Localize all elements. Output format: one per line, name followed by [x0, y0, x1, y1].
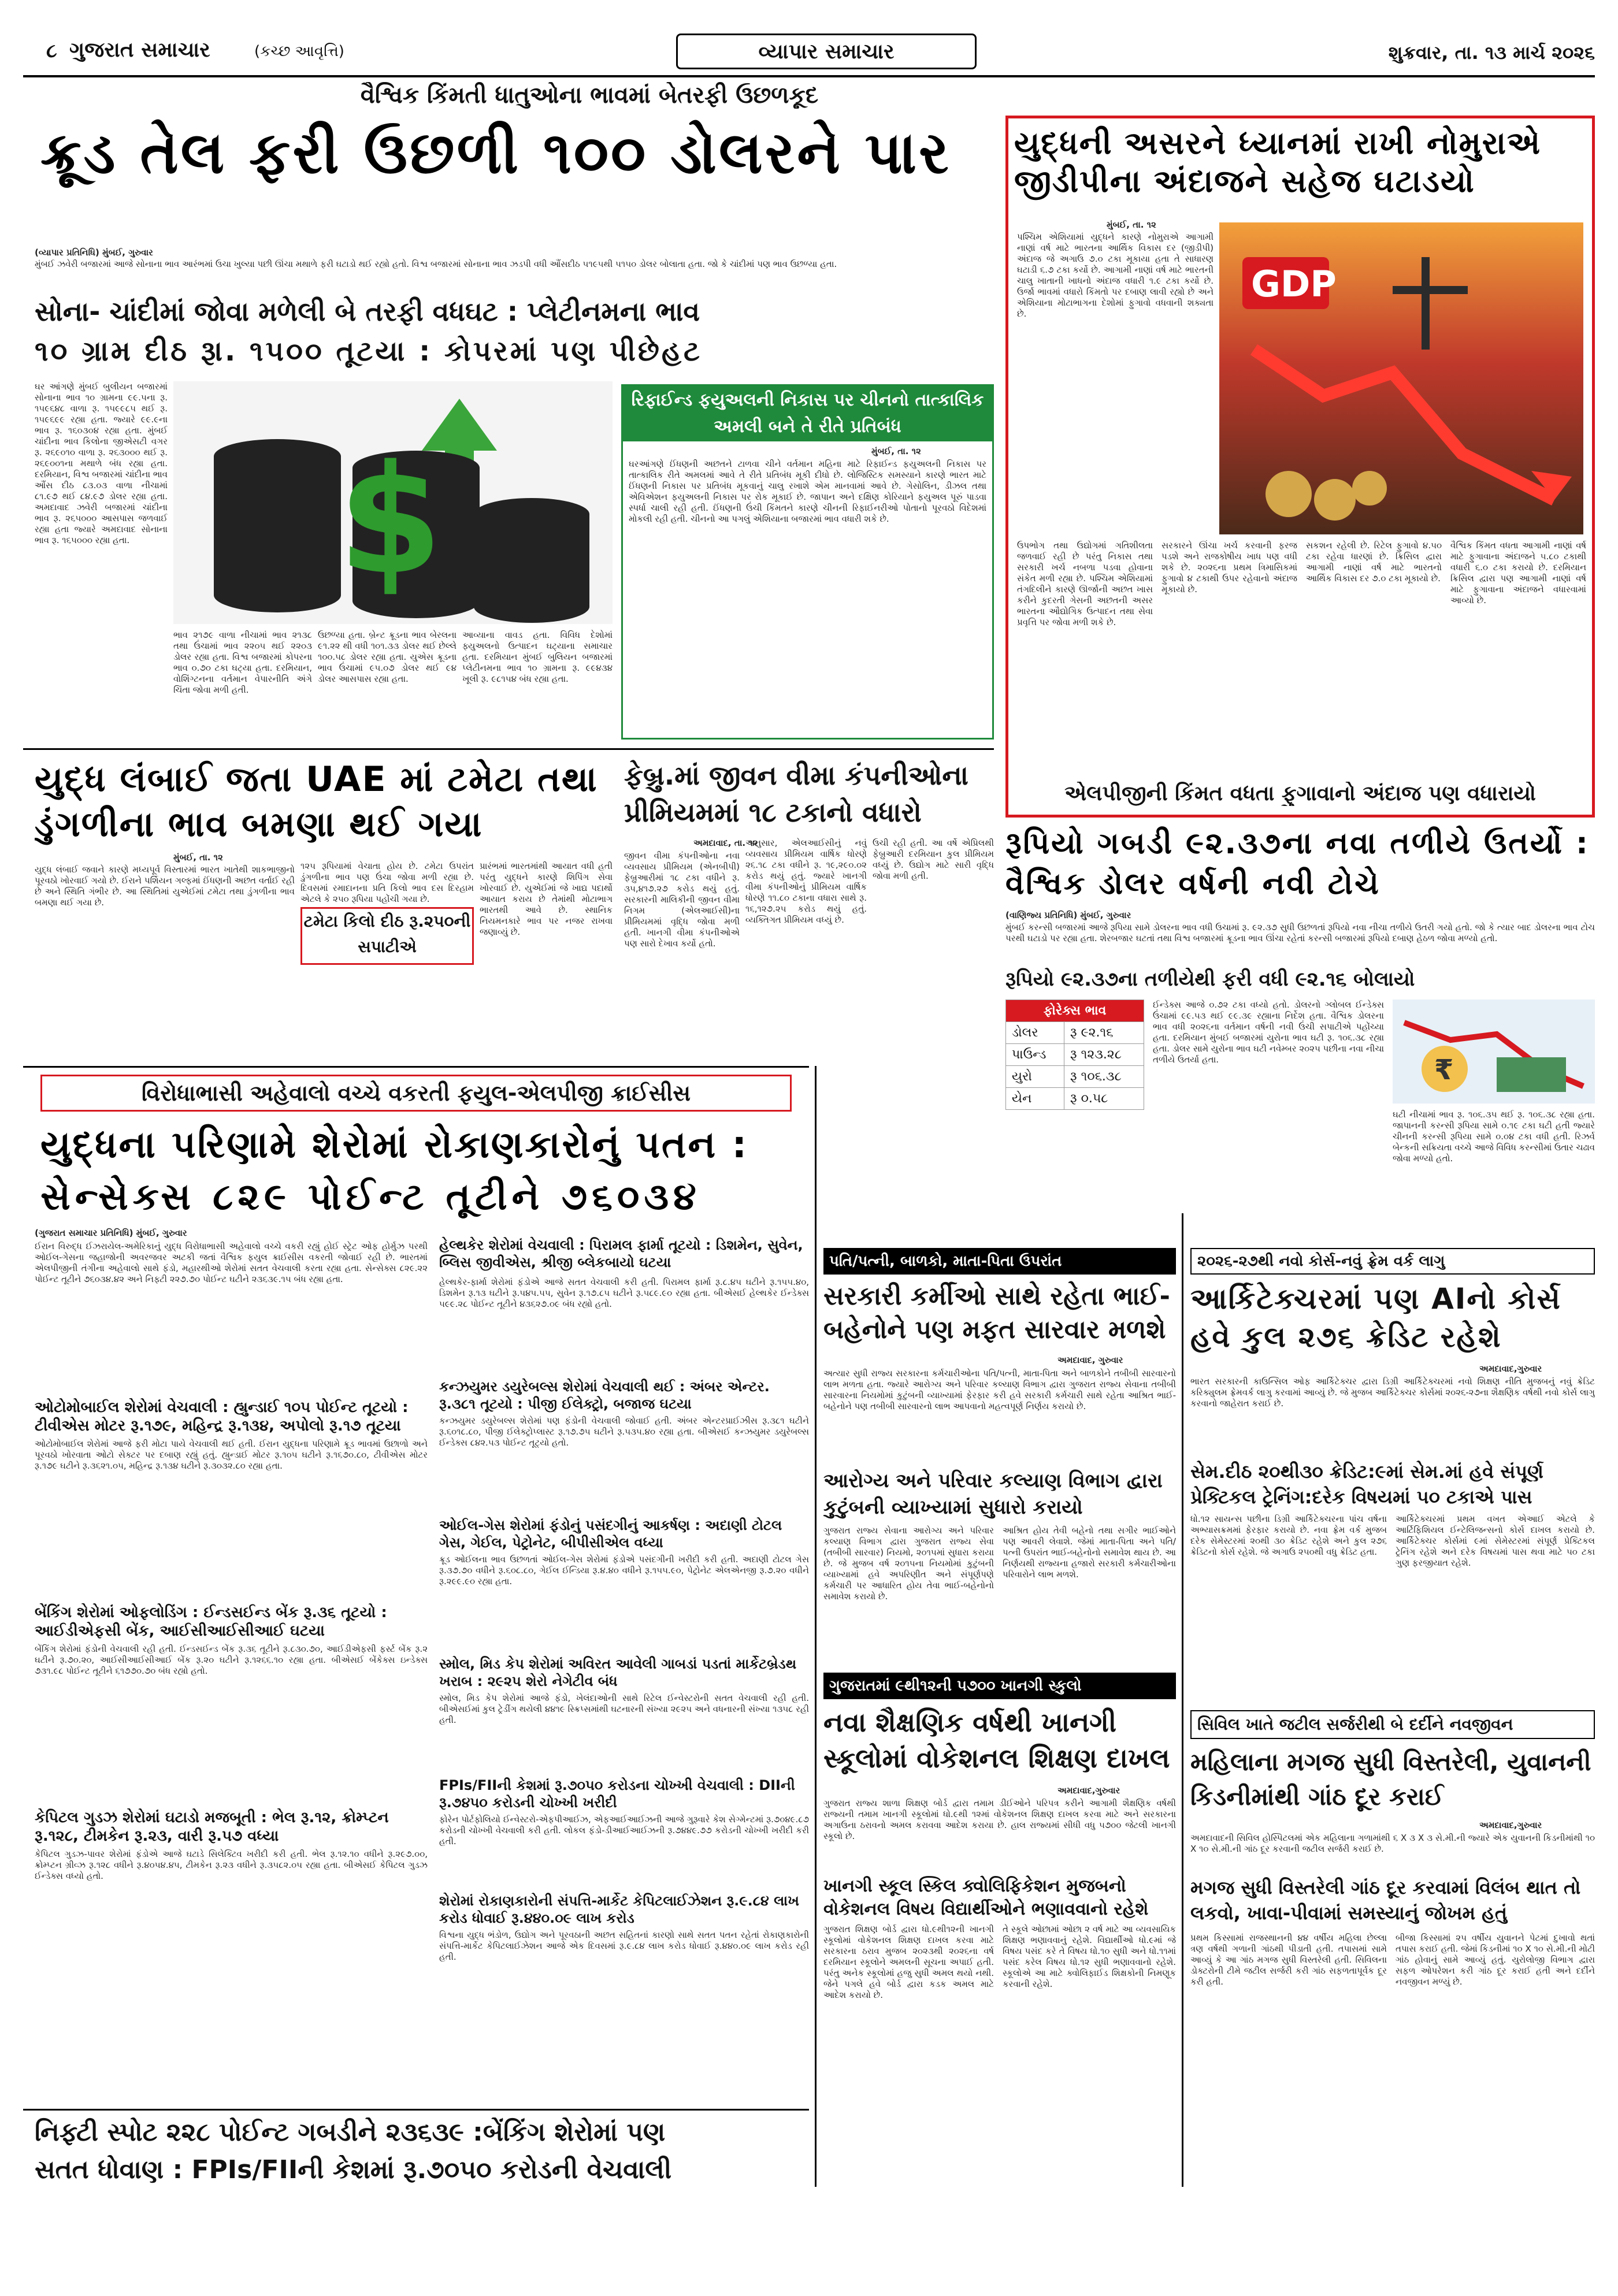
nomura-photo [1219, 222, 1583, 534]
health-subhead: આરોગ્ય અને પરિવાર કલ્યાણ વિભાગ દ્વારા કુટુંબની વ્યાખ્યામાં સુધારો કરાયો [823, 1469, 1163, 1519]
lead-kicker: વૈશ્વિક કિંમતી ધાતુઓના ભાવમાં બેતરફી ઉછળકૂદ [360, 82, 819, 109]
markets-col-1d: કેપિટલ ગુડઝ-પાવર શેરોમાં ફંડોએ આજે ઘટાડે સિલેક્ટિવ ખરીદી કરી હતી. ભેલ રૂ.૧૨.૧૦ વધીને રૂ.૨૯૭.૦૦, ક્રોમ્પ્ટન ગ્રીવ્ઝ રૂ.૧૨૮ વધીને રૂ.૪૦૫૪.૪૫, ટીમકેન રૂ.૨૩ વધીને રૂ.૩૫૮૨.૦૫ રહ્યા હતા. બીએસઈ કેપિટલ ગુડઝ ઈન્ડેક્સ વધ્યો હતો. [35, 1849, 428, 1881]
markets-headline-1: યુદ્ધના પરિણામે શેરોમાં રોકાણકારોનું પતન : [40, 1124, 749, 1166]
arch-col-1: ધો.૧૨ સાયન્સ પછીના ડિગ્રી આર્કિટેક્ચરના પાંચ વર્ષના અભ્યાસક્રમમાં ફેરફાર કરાયો છે. નવા ફ્રેમ વર્ક મુજબ દરેક સેમેસ્ટરમાં ૨૦થી ૩૦ ક્રેડિટ રહેશે અને કુલ ૨૭૬ ક્રેડિટનો કોર્સ રહેશે. જે અગાઉ ૨૫૦થી વધુ ક્રેડિટ હતા. [1190, 1514, 1387, 1557]
uae-text: યુદ્ધ લંબાઈ જવાને કારણે મધ્યપૂર્વ વિસ્તારમાં ભારત ખાતેથી શાકભાજીનો પૂરવઠો ખોરવાઈ ગયો છે. ઈરાને પર્શિયન ગલ્ફમાં ઈંધણની અછત વર્તાઈ રહી છે અને સ્થિતિ ગંભીર છે. આ સ્થિતિમાં યુએઈમાં ટમેટા તથા ડુંગળીના ભાવ બમણા થઈ ગયા છે. [35, 864, 295, 908]
insurance-text-3: ઉંચી રહી હતી. આ વર્ષે એપ્રિલથી ફેબ્રુઆરી દરમિયાન કુલ પ્રીમિયમ વધ્યું છે. ઉદ્યોગ માટે સારી વૃદ્ધિ જોવા મળી હતી. [873, 838, 994, 881]
markets-footer-2: સતત ધોવાણ : FPIs/FIIની કેશમાં રૂ.૭૦૫૦ કરોડની વેચવાલી [35, 2155, 672, 2184]
markets-col-2f: વિશ્વના યુદ્ધ ભંડોળ, ઉદ્યોગ અને પૂરવઠાની અછત સહિતનાં કારણો સાથે સતત પતન રહેતાં રોકાણકારોની સંપત્તિ-માર્કેટ કેપિટલાઈઝેશન આજે એક દિવસમાં રૂ.૯.૮૪ લાખ કરોડ ધોવાઈ રૂ.૪૪૦.૦૯ લાખ કરોડ રહી હતી. [439, 1930, 809, 1962]
markets-col2-sub-3: ઓઈલ-ગેસ શેરોમાં ફંડોનું પસંદગીનું આકર્ષણ : અદાણી ટોટલ ગેસ, ગેઈલ, પેટ્રોનેટ, બીપીસીએલ વધ્યા [439, 1517, 782, 1551]
school-headline: નવા શૈક્ષણિક વર્ષથી ખાનગી સ્કૂલોમાં વોકેશનલ શિક્ષણ દાખલ [823, 1707, 1170, 1774]
markets-col-2d: સ્મોલ, મિડ કેપ શેરોમાં આજે ફંડો, ખેલંદાઓની સાથે રિટેલ ઈન્વેસ્ટરોની સતત વેચવાલી રહી હતી. બીએસઈમાં કુલ ટ્રેડીંગ થયેલી ૪૪૧૯ સ્ક્રિપ્સમાંથી ઘટનારની સંખ્યા ૨૯૨૫ અને વધનારની સંખ્યા ૧૩૫૮ રહી હતી. [439, 1693, 809, 1725]
lead-headline: ક્રૂડ તેલ ફરી ઉછળી ૧૦૦ ડોલરને પાર [40, 119, 951, 187]
civil-subhead: મગજ સુધી વિસ્તરેલી ગાંઠ દૂર કરવામાં વિલંબ થાત તો લકવો, ખાવા-પીવામાં સમસ્યાનું જોખમ હતું [1190, 1877, 1581, 1924]
markets-col-2b: કન્ઝયુમર ડયુરેબલ્સ શેરોમાં પણ ફંડોની વેચવાલી જોવાઈ હતી. અંબર એન્ટરપ્રાઈઝીસ રૂ.૩૮૧ ઘટીને રૂ.૬૦૧૮.૮૦, પીજી ઈલેક્ટ્રોપ્લાસ્ટ રૂ.૧૭.૭૫ ઘટીને રૂ.૫૩૫.૪૦ રહ્યા હતા. બીએસઈ કન્ઝયુમર ડયુરેબલ્સ ઈન્ડેક્સ ૮૪૨.૫૩ પોઈન્ટ તૂટ્યો હતો. [439, 1416, 809, 1448]
nomura-col-a: ઉપભોગ તથા ઉદ્યોગમાં ગતિશીલતા જળવાઈ રહી છે પરંતુ નિકાસ તથા સરકારી ખર્ચ નબળા પડવા હોવાના સંકેત મળી રહ્યા છે. પશ્ચિમ એશિયામાં તંગદિલીને કારણે ઊર્જાની અછત ખાસ કરીને કુદરતી ગેસની અછતની અસર ભારતના ઔદ્યોગિક ઉત્પાદન તથા સેવા પ્રવૃત્તિ પર જોવા મળી શકે છે. [1017, 540, 1153, 627]
rupee-col-0 [1005, 1098, 1144, 1208]
forex-table [1005, 1000, 1144, 1110]
refined-dateline: મુંબઈ, તા. ૧૨ [871, 446, 921, 456]
uae-callout [300, 907, 474, 965]
health-col-2: આશ્રિત હોય તેવી બહેનો તથા સગીર ભાઈઓને પણ આવરી લેવાશે. જેમાં માતા-પિતા અને પતિ/પત્ની ઉપરાંત ભાઈ-બહેનોનો સમાવેશ થાય છે. આ નિર્ણયથી રાજ્યના હજારો સરકારી કર્મચારીઓના પરિવારોને લાભ મળશે. [1003, 1525, 1176, 1580]
arch-tag-text: ૨૦૨૬-૨૭થી નવો કોર્સ-નવું ફ્રેમ વર્ક લાગુ [1197, 1253, 1445, 1270]
school-tag-text: ગુજરાતમાં ૯થી૧૨ની ૫૭૦૦ ખાનગી સ્કુલો [829, 1677, 1082, 1695]
arch-text: ભારત સરકારની કાઉન્સિલ ઓફ આર્કિટેક્ચર દ્વારા ડિગ્રી આર્કિટેક્ચરમાં નવો શિક્ષણ નીતિ મુજબનું નવું ક્રેડિટ કરિક્યુલમ ફ્રેમવર્ક લાગુ કરવામાં આવ્યું છે. જે મુજબ આર્કિટેક્ચર કોર્સમાં ૨૦૨૬-૨૭ના શૈક્ષણિક વર્ષથી નવો કોર્સ લાગુ કરવાનો જાહેરાત કરાઈ છે. [1190, 1376, 1595, 1409]
section-banner [676, 34, 977, 69]
civil-tag [1190, 1710, 1595, 1739]
rupee-icon [1393, 1000, 1595, 1104]
lead-col-2: ભાવ ૨૧૭૯ વાળા નીચામાં ભાવ ૨૧૩૮ તથા ઉંચામાં ભાવ ૨૨૦૫ થઈ ૨૨૦૩ ડોલર રહ્યા હતા. વિશ્વ બજારમાં કોપરના ભાવ ૦.૭૦ ટકા ઘટ્યા હતા. દરમિયાન, વોશિંગ્ટનના વર્તમાન વેપારનીતિ અંગે ચિંતા જોવા મળી હતી. [173, 630, 312, 695]
civil-col-1: પ્રથમ કિસ્સામાં રાજસ્થાનની ૪૪ વર્ષીય મહિલા છેલ્લા ત્રણ વર્ષથી ગળાની ગાંઠથી પીડાતી હતી. તપાસમાં સામે આવ્યું કે આ ગાંઠ મગજ સુધી વિસ્તરેલી હતી. સિવિલના ડોક્ટરોની ટીમે જટીલ સર્જરી કરી ગાંઠ સફળતાપૂર્વક દૂર કરી હતી. [1190, 1933, 1387, 1987]
nomura-box [1005, 116, 1595, 818]
gdp-label: GDP [1251, 263, 1337, 305]
lead-col-3: ઉછળ્યા હતા. બ્રેન્ટ ક્રૂડના ભાવ બેરલના ૯૧.૨૨ થી વધી ૧૦૧.૩૩ ડોલર થઈ છેલ્લે ૧૦૦.૫૮ ડોલર રહ્યા હતા. યુએસ ક્રૂડના ભાવ ઉંચામાં ૯૫.૦૭ ડોલર થઈ ૯૪ ડોલર આસપાસ રહ્યા હતા. [318, 630, 457, 684]
nomura-footer: એલપીજીની કિંમત વધતા ફુગાવાનો અંદાજ પણ વધારાયો [1064, 782, 1536, 805]
health-col-1: ગુજરાત રાજ્ય સેવાના આરોગ્ય અને પરિવાર કલ્યાણ વિભાગ દ્વારા ગુજરાત રાજ્ય સેવા (તબીબી સારવાર) નિયમો, ૨૦૧૫માં સુધારા કરાયા છે. જે મુજબ વર્ષ ૨૦૧૫ના નિયમોમાં કુટુંબની વ્યાખ્યામાં હવે અપરિણીત અને સંપૂર્ણપણે કર્મચારી પર આધારિત હોય તેવા ભાઈ-બહેનોનો સમાવેશ કરાયો છે. [823, 1525, 994, 1602]
school-text: ગુજરાત રાજ્ય શાળા શિક્ષણ બોર્ડ દ્વારા તમામ ડીઈઓને પરિપત્ર કરીને આગામી શૈક્ષણિક વર્ષથી રાજ્યની તમામ ખાનગી સ્કૂલોમાં ધો.૯થી ૧૨માં વોકેશનલ શિક્ષણ દાખલ કરવા માટે અને સરકારના અગાઉના ઠરાવનો અમલ કરાવવા આદેશ કરાયા છે. હાલ રાજ્યમાં સીધી વધુ ૫૭૦૦ જેટલી ખાનગી સ્કૂલો છે. [823, 1798, 1176, 1841]
school-col-2: તે સ્કૂલે ઓછામાં ઓછા ૨ વર્ષ માટે આ વ્યવસાયિક શિક્ષણ ભણાવવાનું રહેશે. વિદ્યાર્થીઓ ધો.૯માં જે વિષય પસંદ કરે તે વિષય ધો.૧૦ સુધી અને ધો.૧૧માં પસંદ કરેલ વિષય ધો.૧૨ સુધી ભણાવવાનો રહેશે. સ્કૂલોએ આ માટે ક્વોલિફાઈડ શિક્ષકોની નિમણૂક કરવાની રહેશે. [1003, 1924, 1176, 1989]
civil-text: અમદાવાદની સિવિલ હોસ્પિટલમાં એક મહિલાના ગળામાંથી ૬ X ૩ X ૩ સે.મી.ની જ્યારે એક યુવાનની કિડનીમાંથી ૧૦ X ૧૦ સે.મી.ની ગાંઠ દૂર કરવાની જટીલ સર્જરી કરાઈ છે. [1190, 1833, 1595, 1854]
rule-markets [23, 1066, 809, 1068]
markets-sub-3: કેપિટલ ગુડઝ શેરોમાં ઘટાડો મજબૂતી : ભેલ રૂ.૧૨, ક્રોમ્પ્ટન રૂ.૧૨૮, ટીમકેન રૂ.૨૩, વારી રૂ.૫૭ વધ્યા [35, 1809, 389, 1845]
rupee-dateline: (વાણિજ્ય પ્રતિનિધિ) મુંબઈ, ગુરુવાર [1005, 910, 1131, 920]
markets-col2-sub-4: સ્મોલ, મિડ કેપ શેરોમાં અવિરત આવેલી ગાબડાં પડતાં માર્કેટબ્રેડથ ખરાબ : ૨૯૨૫ શેરો નેગેટીવ બંધ [439, 1656, 797, 1689]
oil-barrel-graphic [173, 381, 613, 624]
forex-row: યેન રૂ ૦.૫૮ [1006, 1088, 1144, 1110]
col-divider [815, 1066, 817, 2187]
civil-dateline: અમદાવાદ,ગુરુવાર [1479, 1820, 1542, 1830]
health-text: અત્યાર સુધી રાજ્ય સરકારના કર્મચારીઓના પતિ/પત્ની, માતા-પિતા અને બાળકોને તબીબી સારવારનો લાભ મળતા હતા. જ્યારે આરોગ્ય અને પરિવાર કલ્યાણ વિભાગ દ્વારા ગુજરાત રાજ્ય સેવાના તબીબી સારવારના નિયમોમાં કુટુંબની વ્યાખ્યામાં ફેરફાર કરી હવે સરકારી કર્મચારી સાથે રહેતા આશ્રિત ભાઈ-બહેનોને પણ તબીબી સારવારનો લાભ આપવાનો મહત્વપૂર્ણ નિર્ણય કરાયો છે. [823, 1368, 1176, 1411]
insurance-text: જીવન વીમા કંપનીઓના નવા વ્યવસાય પ્રીમિયમ (એનબીપી) ફેબ્રુઆરીમાં ૧૮ ટકા વધીને રૂ. ૩૫,૪૧૭.૨૭ કરોડ થયું હતું. સરકારની માલિકીની જીવન વીમા નિગમ (એલઆઈસી)ના પ્રીમિયમમાં વૃદ્ધિ જોવા મળી હતી. ખાનગી વીમા કંપનીઓએ પણ સારો દેખાવ કર્યો હતો. [624, 850, 740, 949]
school-dateline: અમદાવાદ,ગુરુવાર [1057, 1785, 1120, 1796]
health-tag-text: પતિ/પત્ની, બાળકો, માતા-પિતા ઉપરાંત [829, 1253, 1062, 1270]
page-number: ૮ [46, 39, 57, 62]
arch-dateline: અમદાવાદ,ગુરુવાર [1479, 1364, 1542, 1374]
refined-header: રિફાઈન્ડ ફયુઅલની નિકાસ પર ચીનનો તાત્કાલિક અમલી બને તે રીતે પ્રતિબંધ [623, 386, 992, 441]
rule-uae [23, 748, 994, 750]
rupee-intro: મુંબઈ કરન્સી બજારમાં આજે રૂપિયા સામે ડોલરના ભાવ વધી ઉંચામાં રૂ. ૯૨.૩૭ સુધી ઉછળતાં રૂપિયો નવા નીચા તળીયે ઉતરી ગયો હતો. જો કે ત્યાર બાદ ડોલરના ભાવ ટોચ પરથી ઘટાડો પર રહ્યા હતા. શેરબજાર ઘટતાં તથા વિશ્વ બજારમાં ક્રૂડના ભાવ ઊંચા રહેતાં કરન્સી બજારમાં રૂપિયો દબાણ હેઠળ જોવા મળ્યો હતો. [1005, 922, 1595, 943]
uae-text-2: ૧૨૫ રૂપિયામાં વેચાતા હોય છે. ટમેટા ઉપરાંત ડુંગળીના ભાવ પણ ઉંચા જોવા મળી રહ્યા છે. દિવસમાં રમાદાનના પ્રતિ કિલો ભાવ દસ દિરહામ એટલે કે ૨૫૦ રૂપિયા પહોંચી ગયા છે. [300, 861, 474, 904]
insurance-dateline: અમદાવાદ, તા. ૧૨ [693, 838, 758, 848]
markets-col-1c: બેંકિંગ શેરોમાં ફંડોની વેચવાલી રહી હતી. ઈન્ડસઈન્ડ બેંક રૂ.૩૬ તૂટીને રૂ.૮૩૦.૭૦, આઈડીએફસી ફર્સ્ટ બેંક રૂ.૨ ઘટીને રૂ.૭૦.૨૦, આઈસીઆઈસીઆઈ બેંક રૂ.૨૦ ઘટીને રૂ.૧૨૬૬.૧૦ રહ્યા હતા. બીએસઈ બેંકેક્સ ઇન્ડેક્સ ૭૩૧.૯૮ પોઈન્ટ તૂટીને ૬૧૭૭૦.૭૦ બંધ રહ્યો હતો. [35, 1644, 428, 1676]
markets-col2-sub-6: શેરોમાં રોકાણકારોની સંપત્તિ-માર્કેટ કેપિટલાઈઝેશન રૂ.૯.૮૪ લાખ કરોડ ધોવાઈ રૂ.૪૪૦.૦૯ લાખ કરોડ [439, 1893, 799, 1926]
civil-tag-text: સિવિલ ખાતે જટીલ સર્જરીથી બે દર્દીને નવજીવન [1197, 1715, 1513, 1734]
lead-intro: મુંબઈ ઝવેરી બજારમાં આજે સોનાના ભાવ આરંભમાં ઉંચા ખુલ્યા પછી ઊંચા મથાળે ફરી ઘટાડો થઈ રહ્યો હતો. વિશ્વ બજારમાં સોનાના ભાવ ઝડપી વધી ઔંસદીઠ ૫૧૯૫થી ૫૧૫૦ ડોલર બોલાતા હતા. જો કે ચાંદીમાં પણ ભાવ ઉછળ્યા હતા. [35, 259, 837, 269]
markets-col2-sub-1: હેલ્થકેર શેરોમાં વેચવાલી : પિરામલ ફાર્મા તૂટયો : ડિશમેન, સુવેન, બ્લિસ જીવીએસ, શ્રીજી બ્લેકબાયો ઘટયા [439, 1237, 803, 1270]
rule-markets-footer [23, 2109, 809, 2111]
insurance-headline: ફેબ્રુ.માં જીવન વીમા કંપનીઓના પ્રીમિયમમાં ૧૮ ટકાનો વધારો [624, 760, 968, 828]
nomura-col-c: સકશન રહેલી છે. રિટેલ ફુગાવો ૪.૫૦ ટકા રહેવા ધારણાં છે. ક્રિસિલ દ્વારા આગામી નાણાં વર્ષ માટે ભારતનો આર્થિક વિકાસ દર ૭.૦ ટકા મૂકાયો છે. [1306, 540, 1442, 584]
forex-row: યુરો રૂ ૧૦૬.૩૮ [1006, 1066, 1144, 1088]
nomura-col-d: વૈશ્વિક કિંમત વધતા આગામી નાણાં વર્ષ માટે ફુગાવાના અંદાજને ૫.૮૦ ટકાથી વધારી ૬.૦ ટકા કરાયો છે. દરમિયાન ક્રિસિલ દ્વારા પણ આગામી નાણાં વર્ષ માટે ફુગાવાના અંદાજને વધારવામાં આવ્યો છે. [1450, 540, 1586, 605]
civil-col-2: બીજા કિસ્સામાં ૨૫ વર્ષીય યુવાનને પેટમાં દુખાવો થતાં તપાસ કરાઈ હતી. જેમાં કિડનીમાં ૧૦ X ૧૦ સે.મી.ની મોટી ગાંઠ હોવાનું સામે આવ્યું હતું. યુરોલોજી વિભાગ દ્વારા સફળ ઓપરેશન કરી ગાંઠ દૂર કરાઈ હતી અને દર્દીને નવજીવન મળ્યું છે. [1396, 1933, 1595, 1987]
uae-callout-text: ટમેટા કિલો દીઠ રૂ.૨૫૦ની સપાટીએ [303, 912, 471, 956]
markets-kicker [40, 1075, 792, 1112]
refined-text: ઘરઆંગણે ઈંધણની અછતને ટાળવા ચીને વર્તમાન મહિના માટે રિફાઈન્ડ ફયુઅલની નિકાસ પર તાત્કાલિક રીતે અમલમાં આવે તે રીતે પ્રતિબંધ મૂકી દીધો છે. લોજિસ્ટિક સમસ્યાને કારણે ભારત માટે ઈંધણની નિકાસ પર પ્રતિબંધ મૂકવાનું ચાલુ રખાશે એમ માનવામાં આવે છે. ગેસોલિન, ડીઝલ તથા એવિએશન ફયુઅલની નિકાસ પર રોક મૂકાઈ છે. જાપાન અને દક્ષિણ કોરિયાને ફયુઅલ પૂરું પાડવા સ્પર્ધા ચાલી રહી હતી. ઈંધણની ઉંચી કિંમતને કારણે ચીનની રિફાઈનરીઓ પોતાનો પૂરવઠો વિદેશમાં મોકલી રહી હતી. ચીનનો આ પગલું એશિયાના બજારમાં ભાવ વધારી શકે છે. [629, 459, 986, 524]
lead-dateline: (વ્યાપાર પ્રતિનિધિ) મુંબઈ, ગુરુવાર [35, 247, 153, 258]
markets-col-2a: હેલ્થકેર-ફાર્મા શેરોમાં ફંડોએ આજે સતત વેચવાલી કરી હતી. પિરામલ ફાર્મા રૂ.૮.૪૫ ઘટીને રૂ.૧૫૫.૪૦, ડિશમેન રૂ.૧૩ ઘટીને રૂ.૫૪૫.૫૫, સુવેન રૂ.૧૭.૮૫ ઘટીને રૂ.૫૮૯.૯૦ રહ્યા હતા. બીએસઈ હેલ્થકેર ઈન્ડેક્સ ૫૯૯.૨૮ પોઈન્ટ તૂટીને ૪૩૬૨૭.૦૯ બંધ રહ્યો હતો. [439, 1277, 809, 1309]
lead-subhead-1: સોના- ચાંદીમાં જોવા મળેલી બે તરફી વધઘટ : પ્લેટીનમના ભાવ [35, 296, 700, 327]
markets-col-1a: ઈરાન વિરુદ્ધ ઈઝરાયેલ-અમેરિકાનું યુદ્ધ વિરોધાભાસી અહેવાલો વચ્ચે વકરી રહ્યું હોઈ સ્ટ્રેટ ઓફ હોર્મુઝ પરથી ઓઈલ-ગેસના જહાજોની અવરજવર અટકી જતાં વૈશ્વિક ફયુલ ક્રાઈસીસ વકરતી જોવાઈ રહી છે. ભારતમાં એલપીજીની તંગીના અહેવાલો સાથે ફંડો, મહારથીઓ શેરોમાં સતત વેચવાલી કરતા રહ્યા હતા. સેન્સેક્સ ૮૨૯.૨૨ પોઈન્ટ તૂટીને ૭૬૦૩૪.૪૨ અને નિફ્ટી ૨૨૭.૭૦ પોઈન્ટ ઘટીને ૨૩૬૩૯.૧૫ બંધ રહ્યા હતા. [35, 1241, 428, 1284]
arch-tag [1190, 1248, 1595, 1275]
markets-col-2e: ફોરેન પોર્ટફોલિયો ઈન્વેસ્ટરો-એફપીઆઈઝ, એફઆઈઆઈઝની આજે ગુરૂવારે કેશ સેગ્મેન્ટમાં રૂ.૭૦૪૯.૮૭ કરોડની ચોખ્ખી વેચવાલી કરી હતી. લોકલ ફંડો-ડીઆઈઆઈઝની રૂ.૭૪૪૯.૭૭ કરોડની ચોખ્ખી ખરીદી કરી હતી. [439, 1814, 809, 1847]
nomura-dateline: મુંબઈ, તા. ૧૨ [1107, 220, 1156, 230]
markets-sub-2: બેંકિંગ શેરોમાં ઓફલોડિંગ : ઈન્ડસઈન્ડ બેંક રૂ.૩૬ તૂટયો : આઈડીએફસી બેંક, આઈસીઆઈસીઆઈ ઘટયા [35, 1604, 387, 1640]
markets-col-2c: ક્રૂડ ઓઈલના ભાવ ઉછળતાં ઓઈલ-ગેસ શેરોમાં ફંડોએ પસંદગીની ખરીદી કરી હતી. અદાણી ટોટલ ગેસ રૂ.૩૭.૭૦ વધીને રૂ.૬૦૮.૮૦, ગેઈલ ઈન્ડિયા રૂ.૪.૪૦ વધીને રૂ.૧૫૫.૯૦, પેટ્રોનેટ એલએનજી રૂ.૭.૨૦ વધીને રૂ.૨૯૯.૯૦ રહ્યા હતા. [439, 1554, 809, 1587]
section-title: વ્યાપાર સમાચાર [758, 40, 895, 64]
health-headline: સરકારી કર્મીઓ સાથે રહેતા ભાઈ-બહેનોને પણ મફત સારવાર મળશે [823, 1281, 1170, 1344]
edition-label: (કચ્છ આવૃત્તિ) [254, 43, 344, 60]
health-dateline: અમદાવાદ, ગુરુવાર [1057, 1355, 1123, 1365]
markets-headline-2: સેન્સેક્સ ૮૨૯ પોઈન્ટ તૂટીને ૭૬૦૩૪ [40, 1176, 701, 1218]
masthead [23, 34, 1595, 74]
markets-col2-sub-2: કન્ઝયુમર ડયુરેબલ્સ શેરોમાં વેચવાલી થઈ : અંબર એન્ટર. રૂ.૩૮૧ તૂટયો : પીજી ઈલેક્ટ્રો, બજાજ ઘટયા [439, 1379, 770, 1412]
rupee-graphic [1393, 1000, 1595, 1104]
markets-col-1b: ઓટોમોબાઈલ શેરોમાં આજે ફરી મોટા પાયે વેચવાલી થઈ હતી. ઈરાન યુદ્ધના પરિણામે ક્રૂડ ભાવમાં ઉછાળો અને પૂરવઠો ખોરવાતા ઓટો સેક્ટર પર દબાણ રહ્યું હતું. હ્યુન્ડાઈ મોટર રૂ.૧૦૫ ઘટીને રૂ.૧૬૭૦.૮૦, ટીવીએસ મોટર રૂ.૧૭૯ ઘટીને રૂ.૩૬૨૧.૦૫, મહિન્દ્ર રૂ.૧૩૪ ઘટીને રૂ.૩૦૩૨.૮૦ રહ્યા હતા. [35, 1439, 428, 1471]
nomura-text: પશ્ચિમ એશિયામાં યુદ્ધને કારણે નોમુરાએ આગામી નાણાં વર્ષ માટે ભારતના આર્થિક વિકાસ દર (જીડીપી) અંદાજ જે અગાઉ ૭.૦ ટકા મૂકાયા હતા તે સાધારણ ઘટાડી ૬.૭ ટકા કર્યો છે. આગામી નાણાં વર્ષ માટે ભારતની ચાલુ ખાતાની ખાધનો અંદાજ વધારી ૧.૯ ટકા કર્યો છે. ઉર્જા ભાવમાં વધારો કિંમતો પર દબાણ લાવી રહ્યો છે અને એશિયાના મોટાભાગના દેશોમાં ફુગાવો વધવાની શક્યતા છે. [1017, 232, 1214, 319]
uae-headline: યુદ્ધ લંબાઈ જતા UAE માં ટમેટા તથા ડુંગળીના ભાવ બમણા થઈ ગયા [35, 759, 598, 845]
rupee-headline: રૂપિયો ગબડી ૯૨.૩૭ના નવા તળીયે ઉતર્યો : વૈશ્વિક ડોલર વર્ષની નવી ટોચે [1005, 826, 1590, 901]
rupee-subhead: રૂપિયો ૯૨.૩૭ના તળીયેથી ફરી વધી ૯૨.૧૬ બોલાયો [1005, 968, 1415, 991]
issue-date: શુક્રવાર, તા. ૧૩ માર્ચ ૨૦૨૬ [1388, 42, 1595, 64]
paper-name: ગુજરાત સમાચાર [69, 38, 210, 62]
lead-col-4: આવ્યાના વાવડ હતા. વિવિધ દેશોમાં ફ્યુઅલનો ઉત્પાદન ઘટ્યાના સમાચાર હતા. દરમિયાન મુંબઈ બુલિયન બજારમાં પ્લેટીનમના ભાવ ૧૦ ગ્રામના રૂ. ૯૯૪૩૪ ખૂલી રૂ. ૯૮૧૫૪ બંધ રહ્યા હતા. [462, 630, 613, 684]
oil-barrel-icon [173, 381, 613, 624]
insurance-text-2: અનુસાર, એલઆઈસીનું નવું વ્યવસાય પ્રીમિયમ વાર્ષિક ધોરણે ૨૬.૧૮ ટકા વધીને રૂ. ૧૯,૨૯૦.૦૨ કરોડ થયું હતું. જ્યારે ખાનગી વીમા કંપનીઓનું પ્રીમિયમ વાર્ષિક ધોરણે ૧૧.૮૦ ટકાના વધારા સાથે રૂ. ૧૬,૧૨૭.૨૫ કરોડ થયું હતું. વ્યક્તિગત પ્રીમિયમ વધ્યું છે. [745, 838, 867, 925]
masthead-rule [23, 75, 1595, 77]
school-tag [823, 1673, 1176, 1699]
arch-headline: આર્કિટેક્ચરમાં પણ AIનો કોર્સ હવે કુલ ૨૭૬ ક્રેડિટ રહેશે [1190, 1282, 1561, 1354]
markets-footer-1: નિફ્ટી સ્પોટ ૨૨૮ પોઈન્ટ ગબડીને ૨૩૬૩૯ :બેંકિંગ શેરોમાં પણ [35, 2117, 666, 2147]
uae-dateline: મુંબઈ, તા. ૧૨ [173, 852, 223, 863]
markets-sub-1: ઓટોમોબાઈલ શેરોમાં વેચવાલી : હ્યુન્ડાઈ ૧૦૫ પોઈન્ટ તૂટયો : ટીવીએસ મોટર રૂ.૧૭૯, મહિન્દ્ર રૂ.૧૩૪, અપોલો રૂ.૧૭ તૂટયા [35, 1399, 409, 1435]
school-subhead: ખાનગી સ્કૂલ સ્કિલ ક્વોલિફિકેશન મુજબનો વોકેશનલ વિષય વિદ્યાર્થીઓને ભણાવવાનો રહેશે [823, 1876, 1149, 1919]
rupee-col-1: ઈન્ડેક્સ આજે ૦.૭૨ ટકા વધ્યો હતો. ડોલરનો ગ્લોબલ ઈન્ડેક્સ ઉંચામાં ૯૯.૫૩ થઈ ૯૯.૩૯ રહ્યાના નિર્દેશ હતા. વૈશ્વિક ડોલરના ભાવ વધી ૨૦૨૬ના વર્તમાન વર્ષની નવી ઉંચી સપાટીએ પહોંચ્યા હતા. દરમિયાન મુંબઈ બજારમાં યુરોના ભાવ ઘટી રૂ. ૧૦૬.૩૮ રહ્યા હતા. ડોલર સામે યુરોના ભાવ ઘટી નવેમ્બર ૨૦૨૫ પછીના નવા નીચા તળીયે ઉતર્યા હતા. [1153, 1000, 1384, 1065]
nomura-col-b: સરકારને ઊંચા ખર્ચ કરવાની ફરજ પડશે અને રાજકોષીય ખાધ પણ વધી શકે છે. ૨૦૨૬ના પ્રથમ ત્રિમાસિકમાં ફુગાવો ૪ ટકાથી ઉપર રહેવાનો અંદાજ મૂકાયો છે. [1161, 540, 1297, 595]
health-tag [823, 1248, 1176, 1275]
forex-row: પાઉન્ડ રૂ ૧૨૩.૨૮ [1006, 1044, 1144, 1066]
forex-row: ડોલર રૂ ૯૨.૧૬ [1006, 1022, 1144, 1044]
markets-kicker-text: વિરોધાભાસી અહેવાલો વચ્ચે વકરતી ફયુલ-એલપીજી ક્રાઈસીસ [141, 1080, 691, 1106]
refined-box [621, 384, 994, 740]
school-col-1: ગુજરાત શિક્ષણ બોર્ડ દ્વારા ધો.૯થી૧૨ની ખાનગી સ્કૂલોમાં વોકેશનલ શિક્ષણ દાખલ કરવા માટે સરકારના ઠરાવ મુજબ ૨૦૨૩થી ૨૦૨૬ના વર્ષ દરમિયાન સ્કૂલોને અમલની સૂચના અપાઈ હતી. પરંતુ અનેક સ્કૂલોમાં હજુ સુધી અમલ થયો નથી. જેને પગલે હવે બોર્ડ દ્વારા કડક અમલ માટે આદેશ કરાયો છે. [823, 1924, 994, 2000]
lead-subhead-2: ૧૦ ગ્રામ દીઠ રૂા. ૧૫૦૦ તૂટયા : કોપરમાં પણ પીછેહટ [35, 335, 702, 367]
civil-headline: મહિલાના મગજ સુધી વિસ્તરેલી, યુવાનની કિડનીમાંથી ગાંઠ દૂર કરાઈ [1190, 1748, 1591, 1811]
forex-title: ફોરેક્સ ભાવ [1006, 1000, 1144, 1022]
svg-text:₹: ₹ [1434, 1054, 1454, 1086]
nomura-headline: યુદ્ધની અસરને ધ્યાનમાં રાખી નોમુરાએ જીડીપીના અંદાજને સહેજ ઘટાડયો [1014, 125, 1541, 199]
markets-col2-sub-5: FPIs/FIIની કેશમાં રૂ.૭૦૫૦ કરોડના ચોખ્ખી વેચવાલી : DIIની રૂ.૭૪૫૦ કરોડની ચોખ્ખી ખરીદી [439, 1777, 795, 1811]
arch-col-2: આર્કિટેક્ચરમાં પ્રથમ વખત એઆઈ એટલે કે આર્ટિફિશિયલ ઈન્ટેલિજન્સનો કોર્સ દાખલ કરાયો છે. આર્કિટેક્ચર કોર્સમાં ૯માં સેમેસ્ટરમાં સંપૂર્ણ પ્રેક્ટિકલ ટ્રેનિંગ રહેશે અને દરેક વિષયમાં પાસ થવા માટે ૫૦ ટકા ગુણ ફરજીયાત રહેશે. [1396, 1514, 1595, 1568]
markets-dateline: (ગુજરાત સમાચાર પ્રતિનિધિ) મુંબઈ, ગુરુવાર [35, 1228, 187, 1238]
arch-subhead: સેમ.દીઠ ૨૦થી૩૦ ક્રેડિટ:૯માં સેમ.માં હવે સંપૂર્ણ પ્રેક્ટિકલ ટ્રેનિંગ:દરેક વિષયમાં ૫૦ ટકાએ પાસ [1190, 1461, 1543, 1508]
rupee-col-2: ઘટી નીચામાં ભાવ રૂ. ૧૦૬.૩૫ થઈ રૂ. ૧૦૬.૩૮ રહ્યા હતા. જાપાનની કરન્સી રૂપિયા સામે ૦.૧૯ ટકા ઘટી હતી જ્યારે ચીનની કરન્સી રૂપિયા સામે ૦.૦૪ ટકા વધી હતી. રિઝર્વ બેન્કની સક્રિયતા વચ્ચે આજે વિવિધ કરન્સીમાં ઉતાર ચઢાવ જોવા મળ્યો હતો. [1393, 1109, 1595, 1164]
lead-col-1: ઘર આંગણે મુંબઈ બુલીયન બજારમાં સોનાના ભાવ ૧૦ ગ્રામના ૯૯.૫ના રૂ. ૧૫૯૬૪૮ વાળા રૂ. ૧૫૯૯૮૫ થઈ રૂ. ૧૫૯૬૯૯ રહ્યા હતા. જ્યારે ૯૯.૯ના ભાવ રૂ. ૧૬૦૩૦૪ રહ્યા હતા. મુંબઈ ચાંદીના ભાવ કિલોના જીએસટી વગર રૂ. ૨૬૯૦૧૦ વાળા રૂ. ૨૬૩૦૦૦ થઈ રૂ. ૨૬૯૦૦૧ના મથાળે બંધ રહ્યા હતા. દરમિયાન, વિશ્વ બજારમાં ચાંદીના ભાવ ઔંસ દીઠ ૮૩.૦૩ વાળા નીચામાં ૮૧.૯૭ થઈ ૮૪.૯૭ ડોલર રહ્યા હતા. અમદાવાદ ઝવેરી બજારમાં ચાંદીના ભાવ રૂ. ૨૬૫૦૦૦ આસપાસ જળવાઈ રહ્યા હતા જ્યારે અમદાવાદ સોનાના ભાવ રૂ. ૧૬૫૦૦૦ રહ્યા હતા. [35, 381, 168, 545]
svg-text:$: $ [338, 433, 443, 608]
uae-col-2: પ્રારંભમાં ભારતમાંથી આયાત વધી હતી પરંતુ યુદ્ધને કારણે શિપિંગ સેવા ખોરવાઈ છે. યુએઈમાં જે ખાદ્ય પદાર્થો આયાત કરાય છે તેમાંથી મોટાભાગ ભારતથી આવે છે. સ્થાનિક નિયમનકારે ભાવ પર નજર રાખવા જણાવ્યું છે. [480, 861, 613, 937]
col-divider-2 [1182, 1213, 1183, 2187]
